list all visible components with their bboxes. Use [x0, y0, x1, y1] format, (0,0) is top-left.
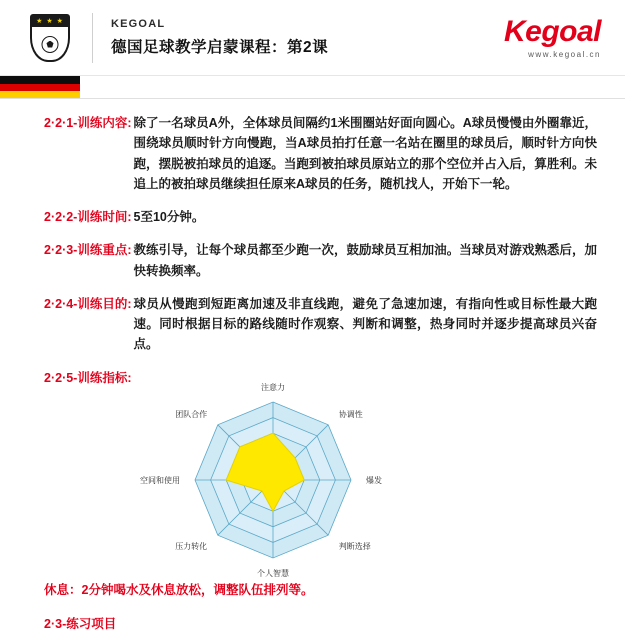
section-training-content: [44, 113, 597, 194]
rest-note: 休息：2分钟喝水及休息放松，调整队伍排列等。: [44, 582, 314, 597]
logo-wordmark: Kegoal: [503, 14, 601, 48]
header-title-block: [111, 18, 328, 57]
german-flag-icon: [0, 76, 80, 99]
section-label: 2·2·3-训练重点:: [44, 243, 132, 258]
section-body: 教练引导，让每个球员都至少跑一次，鼓励球员互相加油。当球员对游戏熟悉后，加快转换频率。: [133, 243, 597, 278]
german-flag-bar: [0, 76, 625, 99]
kegoal-logo: [503, 14, 601, 59]
section-body: 除了一名球员A外，全体球员间隔约1米围圈站好面向圆心。A球员慢慢由外圈靠近，围绕球员顺时针方向慢跑，当A球员拍打任意一名站在圈里的球员后，顺时针方向快跑，摆脱被拍球员的追逐。当跑到被拍球员原站立的那个空位并占入后，算胜利。未追上的被拍球员继续担任原来A球员的任务，随机找人，开始下一轮。: [133, 116, 597, 191]
radar-axis-label: 爆发: [366, 475, 382, 485]
section-training-time: [44, 207, 597, 227]
radar-svg: [0, 382, 625, 578]
section-body: [132, 368, 134, 388]
section-training-indicator: [44, 368, 597, 388]
next-section-heading: 2·3-练习项目: [44, 616, 117, 631]
section-training-focus: [44, 240, 597, 281]
radar-axis-label: 判断选择: [338, 541, 371, 551]
section-body: 5至10分钟。: [133, 210, 205, 224]
crest-stars: ★ ★ ★: [36, 17, 64, 25]
section-label: 2·2·1-训练内容:: [44, 116, 132, 130]
section-label: 2·2·5-训练指标:: [44, 370, 132, 385]
section-label: 2·2·4-训练目的:: [44, 296, 132, 311]
section-training-purpose: [44, 294, 597, 355]
page-header: [0, 0, 625, 76]
section-body: 球员从慢跑到短距离加速及非直线跑，避免了急速加速，有指向性或目标性最大跑速。同时根据目标的路线随时作观察、判断和调整，热身同时并逐步提高球员兴奋点。: [133, 296, 597, 352]
training-indicator-radar-chart: [0, 382, 625, 578]
page-title: 德国足球教学启蒙课程：第2课: [111, 39, 329, 56]
document-content: [0, 99, 625, 388]
section-label: 2·2·2-训练时间:: [44, 210, 132, 224]
club-crest-icon: [30, 14, 70, 62]
radar-axis-label: 空间和使用: [140, 475, 180, 485]
header-divider: [92, 13, 93, 63]
logo-url: www.kegoal.cn: [528, 49, 601, 59]
radar-axis-label: 协调性: [338, 409, 363, 419]
radar-axis-label: 团队合作: [175, 409, 208, 419]
radar-axis-label: 压力转化: [175, 541, 208, 551]
radar-axis-label: 个人智慧: [257, 568, 289, 578]
brand-name: KEGOAL: [111, 18, 166, 30]
radar-axis-label: 注意力: [261, 382, 285, 392]
